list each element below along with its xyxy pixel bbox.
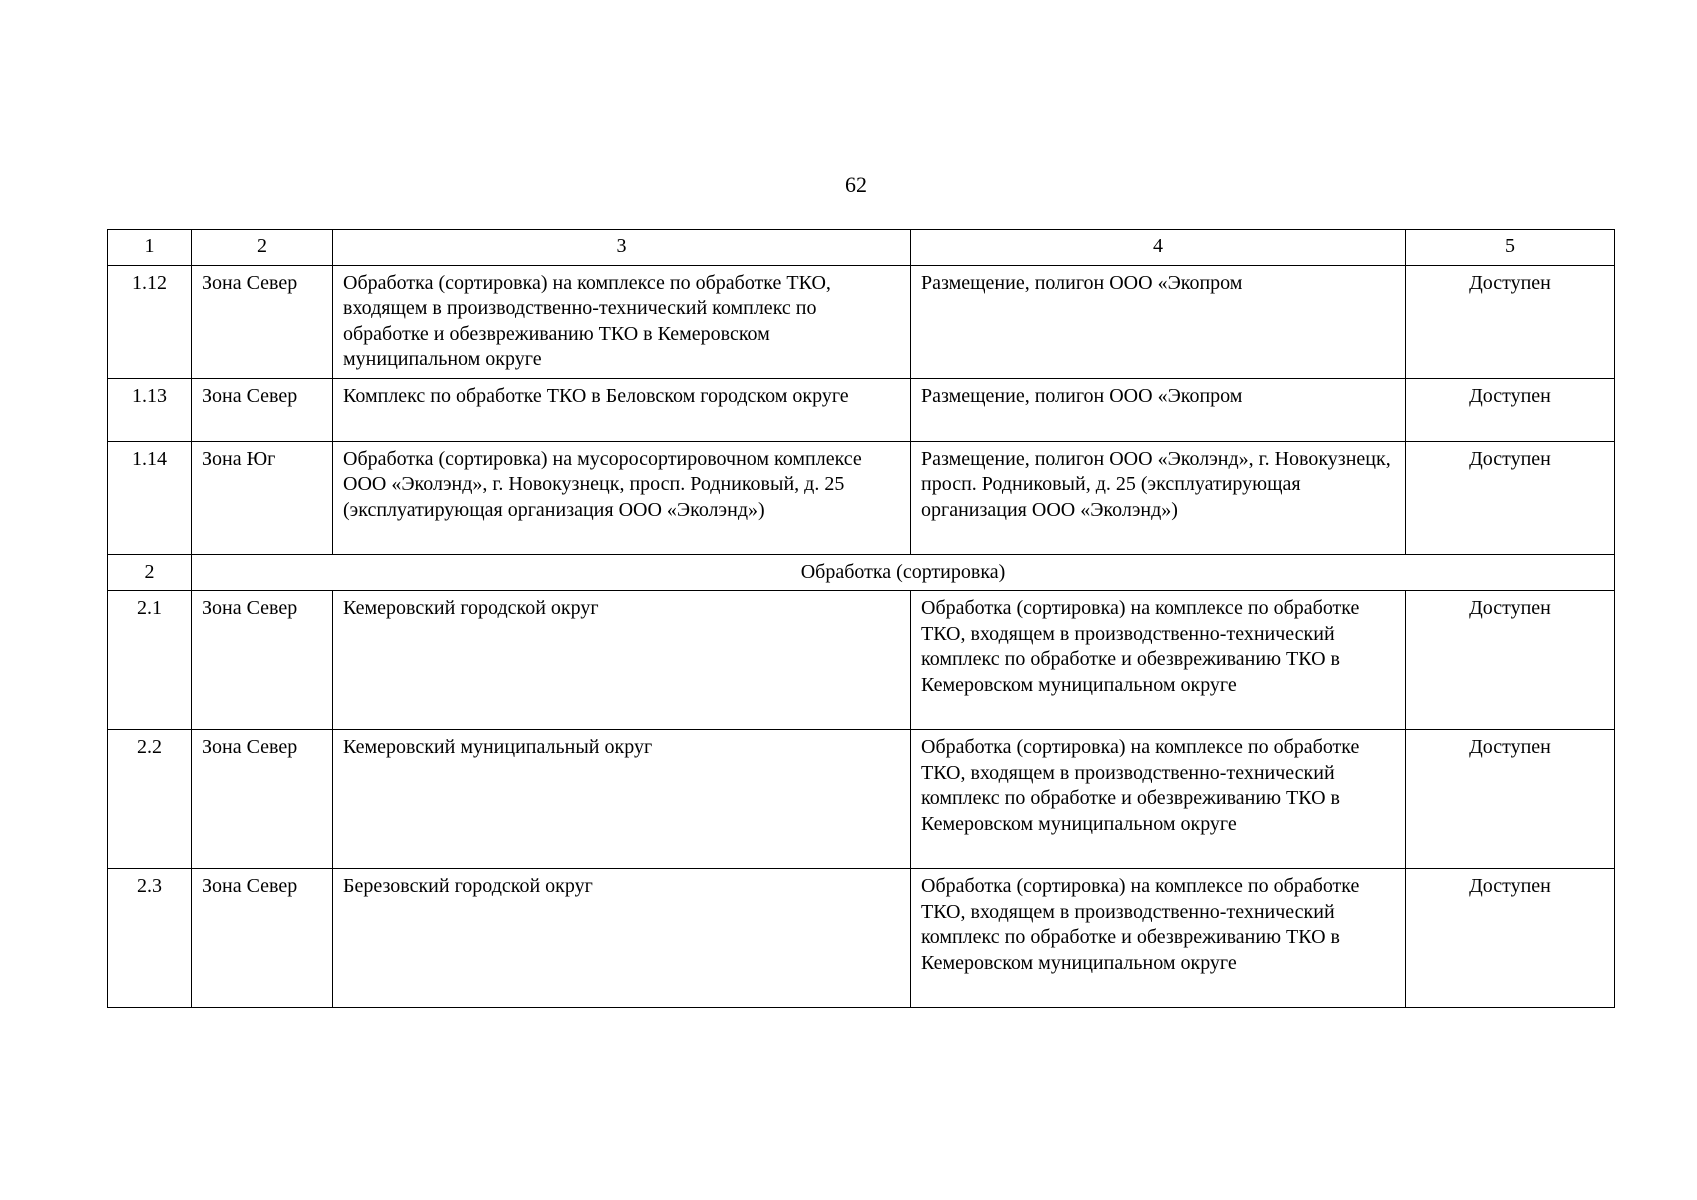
table-row bbox=[108, 265, 1615, 378]
status-cell: Доступен bbox=[1406, 591, 1615, 730]
zone-cell: Зона Север bbox=[192, 869, 333, 1008]
row-number: 1.14 bbox=[108, 441, 192, 554]
zone-cell: Зона Юг bbox=[192, 441, 333, 554]
table-header-row bbox=[108, 230, 1615, 266]
column-header: 1 bbox=[108, 230, 192, 266]
destination-cell: Размещение, полигон ООО «Эколэнд», г. Новокузнецк, просп. Родниковый, д. 25 (эксплуатирующая организация ООО «Эколэнд») bbox=[911, 441, 1406, 554]
row-number: 2.1 bbox=[108, 591, 192, 730]
table-row bbox=[108, 869, 1615, 1008]
destination-cell: Обработка (сортировка) на комплексе по обработке ТКО, входящем в производственно-технический комплекс по обработке и обезвреживанию ТКО в Кемеровском муниципальном округе bbox=[911, 591, 1406, 730]
page-number: 62 bbox=[845, 172, 867, 197]
section-row bbox=[108, 554, 1615, 591]
source-cell: Кемеровский муниципальный округ bbox=[333, 730, 911, 869]
zone-cell: Зона Север bbox=[192, 378, 333, 441]
table-row bbox=[108, 591, 1615, 730]
source-cell: Кемеровский городской округ bbox=[333, 591, 911, 730]
column-header: 4 bbox=[911, 230, 1406, 266]
section-number: 2 bbox=[108, 554, 192, 591]
destination-cell: Обработка (сортировка) на комплексе по обработке ТКО, входящем в производственно-технический комплекс по обработке и обезвреживанию ТКО в Кемеровском муниципальном округе bbox=[911, 730, 1406, 869]
row-number: 1.12 bbox=[108, 265, 192, 378]
status-cell: Доступен bbox=[1406, 730, 1615, 869]
zone-cell: Зона Север bbox=[192, 265, 333, 378]
source-cell: Обработка (сортировка) на комплексе по обработке ТКО, входящем в производственно-технический комплекс по обработке и обезвреживанию ТКО в Кемеровском муниципальном округе bbox=[333, 265, 911, 378]
table-row bbox=[108, 441, 1615, 554]
source-cell: Комплекс по обработке ТКО в Беловском городском округе bbox=[333, 378, 911, 441]
status-cell: Доступен bbox=[1406, 265, 1615, 378]
zone-cell: Зона Север bbox=[192, 730, 333, 869]
column-header: 5 bbox=[1406, 230, 1615, 266]
table-row bbox=[108, 730, 1615, 869]
row-number: 1.13 bbox=[108, 378, 192, 441]
row-number: 2.3 bbox=[108, 869, 192, 1008]
zone-cell: Зона Север bbox=[192, 591, 333, 730]
status-cell: Доступен bbox=[1406, 378, 1615, 441]
table-row bbox=[108, 378, 1615, 441]
destination-cell: Размещение, полигон ООО «Экопром bbox=[911, 265, 1406, 378]
section-title: Обработка (сортировка) bbox=[192, 554, 1615, 591]
column-header: 3 bbox=[333, 230, 911, 266]
destination-cell: Размещение, полигон ООО «Экопром bbox=[911, 378, 1406, 441]
column-header: 2 bbox=[192, 230, 333, 266]
source-cell: Березовский городской округ bbox=[333, 869, 911, 1008]
status-cell: Доступен bbox=[1406, 441, 1615, 554]
row-number: 2.2 bbox=[108, 730, 192, 869]
destination-cell: Обработка (сортировка) на комплексе по обработке ТКО, входящем в производственно-технический комплекс по обработке и обезвреживанию ТКО в Кемеровском муниципальном округе bbox=[911, 869, 1406, 1008]
source-cell: Обработка (сортировка) на мусоросортировочном комплексе ООО «Эколэнд», г. Новокузнецк, просп. Родниковый, д. 25 (эксплуатирующая организация ООО «Эколэнд») bbox=[333, 441, 911, 554]
status-cell: Доступен bbox=[1406, 869, 1615, 1008]
data-table bbox=[107, 229, 1615, 1008]
